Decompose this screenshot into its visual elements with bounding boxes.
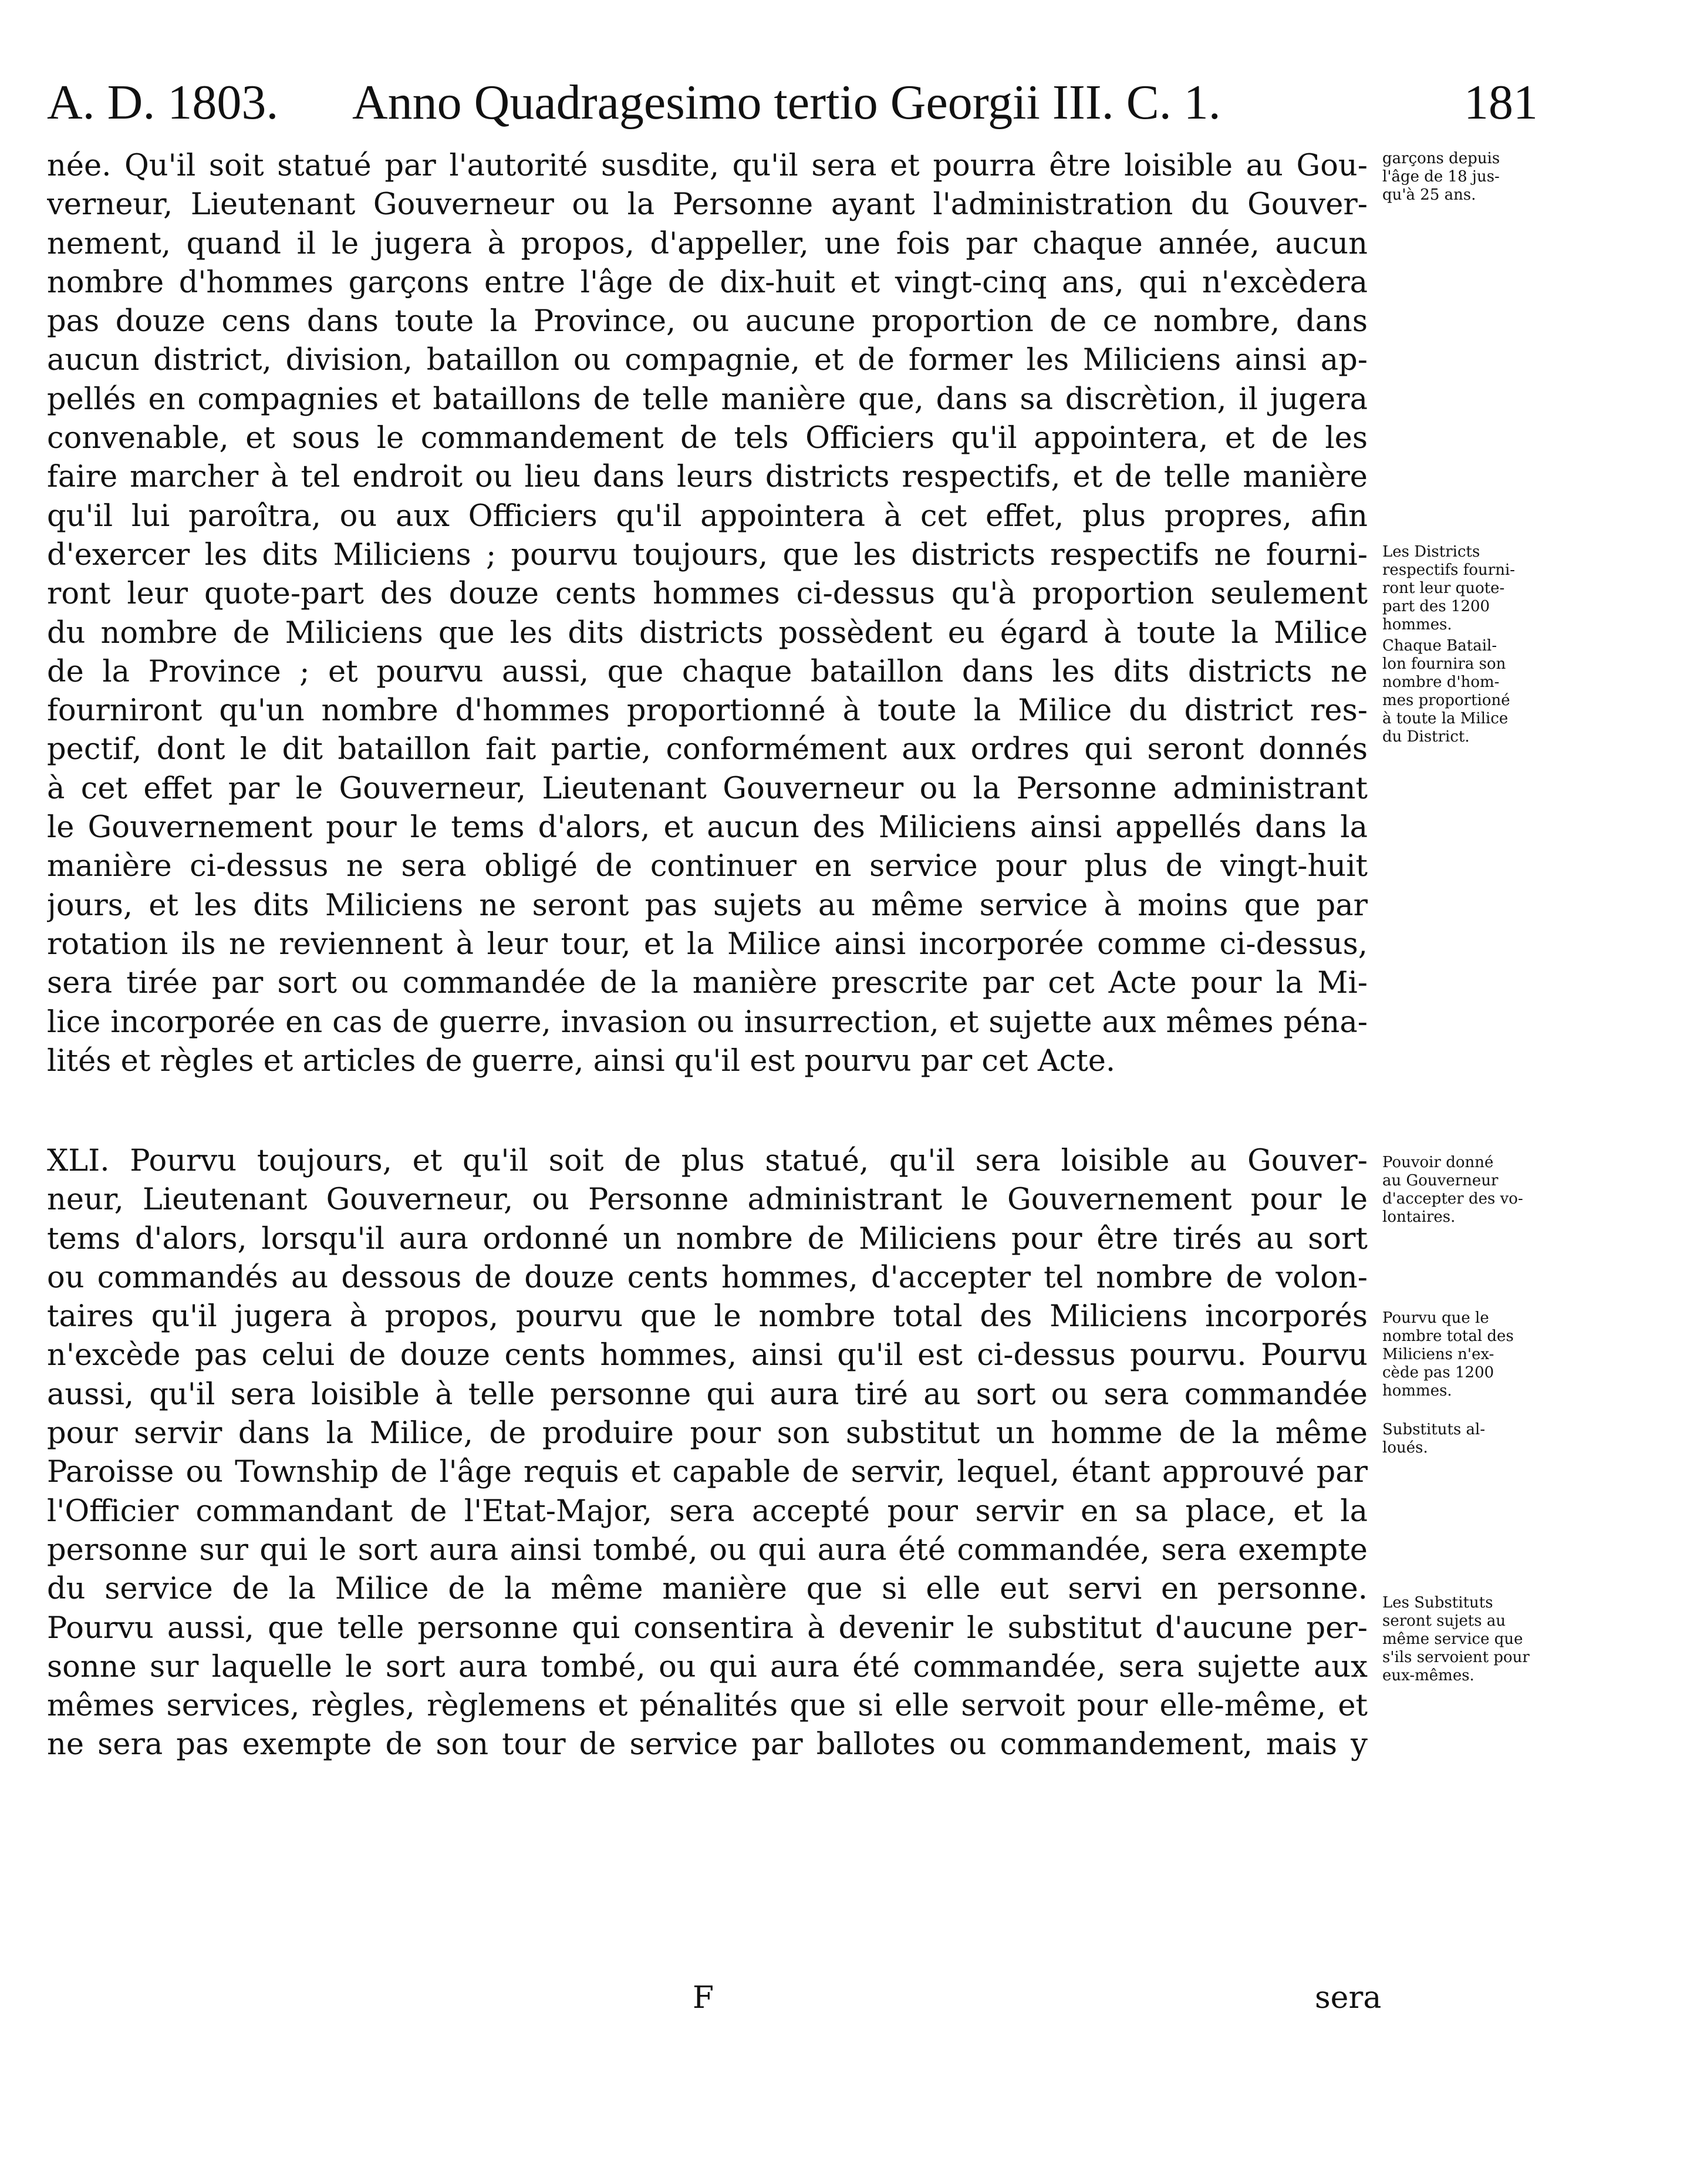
text-line: lice incorporée en cas de guerre, invasion ou insurrection, et sujette aux mêmes péna-	[47, 1005, 1368, 1040]
margin-note-line: garçons depuis	[1382, 150, 1500, 167]
text-line: n'excède pas celui de douze cents hommes, ainsi qu'il est ci-dessus pourvu. Pourvu	[47, 1338, 1368, 1373]
text-line: à cet effet par le Gouverneur, Lieutenant Gouverneur ou la Personne administrant	[47, 771, 1368, 806]
margin-note-line: Les Districts	[1382, 543, 1480, 561]
margin-note-line: eux-mêmes.	[1382, 1667, 1474, 1684]
margin-note-line: à toute la Milice	[1382, 710, 1509, 727]
margin-note-line: lon fournira son	[1382, 655, 1506, 673]
text-line: convenable, et sous le commandement de tels Officiers qu'il appointera, et de les	[47, 421, 1368, 456]
text-line: pectif, dont le dit bataillon fait partie, conformément aux ordres qui seront donnés	[47, 732, 1368, 767]
text-line: ront leur quote-part des douze cents hommes ci-dessus qu'à proportion seulement	[47, 577, 1368, 612]
text-line: nement, quand il le jugera à propos, d'appeller, une fois par chaque année, aucun	[47, 226, 1368, 261]
text-line: pour servir dans la Milice, de produire pour son substitut un homme de la même	[47, 1416, 1368, 1451]
text-line: tems d'alors, lorsqu'il aura ordonné un nombre de Miliciens pour être tirés au sort	[47, 1221, 1368, 1256]
margin-note-substitutes-allowed	[1382, 1421, 1553, 1457]
text-line: ou commandés au dessous de douze cents hommes, d'accepter tel nombre de volon-	[47, 1260, 1368, 1295]
text-line: XLI. Pourvu toujours, et qu'il soit de plus statué, qu'il sera loisible au Gouver-	[47, 1144, 1368, 1178]
margin-note-line: nombre total des	[1382, 1327, 1514, 1345]
margin-note-line: part des 1200	[1382, 598, 1490, 615]
page-number: 181	[1464, 75, 1538, 130]
text-line: aucun district, division, bataillon ou compagnie, et de former les Miliciens ainsi ap-	[47, 343, 1368, 378]
margin-note-line: ront leur quote-	[1382, 579, 1505, 597]
margin-note-line: s'ils servoient pour	[1382, 1649, 1530, 1666]
margin-note-line: Pouvoir donné	[1382, 1154, 1494, 1171]
margin-note-line: respectifs fourni-	[1382, 561, 1516, 579]
running-header	[47, 70, 1538, 135]
margin-note-line: mes proportioné	[1382, 692, 1510, 709]
text-line: de la Province ; et pourvu aussi, que chaque bataillon dans les dits districts ne	[47, 654, 1368, 689]
margin-note-age-range	[1382, 150, 1553, 204]
text-line: rotation ils ne reviennent à leur tour, et la Milice ainsi incorporée comme ci-dessus,	[47, 926, 1368, 962]
text-line: du service de la Milice de la même manière que si elle eut servi en personne.	[47, 1572, 1368, 1607]
margin-note-line: Chaque Batail-	[1382, 637, 1497, 655]
margin-note-line: loués.	[1382, 1439, 1428, 1457]
margin-note-line: Pourvu que le	[1382, 1309, 1489, 1327]
catchword: sera	[1315, 1980, 1382, 2016]
margin-note-battalion-proportion	[1382, 637, 1553, 746]
margin-note-line: cède pas 1200	[1382, 1364, 1494, 1381]
header-title: Anno Quadragesimo tertio Georgii III. C. 1.	[352, 75, 1221, 130]
paragraph-2-section-xli	[47, 1142, 1368, 1765]
text-line: sonne sur laquelle le sort aura tombé, ou qui aura été commandée, sera sujette aux	[47, 1649, 1368, 1684]
text-line: née. Qu'il soit statué par l'autorité susdite, qu'il sera et pourra être loisible au Gou-	[47, 149, 1368, 183]
text-line: personne sur qui le sort aura ainsi tombé, ou qui aura été commandée, sera exempte	[47, 1532, 1368, 1568]
text-line: le Gouvernement pour le tems d'alors, et aucun des Miliciens ainsi appellés dans la	[47, 810, 1368, 845]
margin-note-district-quota	[1382, 543, 1553, 634]
text-line: d'exercer les dits Miliciens ; pourvu toujours, que les districts respectifs ne fourni-	[47, 537, 1368, 572]
text-line: jours, et les dits Miliciens ne seront pas sujets au même service à moins que par	[47, 888, 1368, 923]
header-year: A. D. 1803.	[47, 75, 279, 130]
margin-note-line: d'accepter des vo-	[1382, 1190, 1523, 1208]
margin-note-line: l'âge de 18 jus-	[1382, 168, 1500, 186]
text-line: verneur, Lieutenant Gouverneur ou la Personne ayant l'administration du Gouver-	[47, 187, 1368, 223]
text-line: Paroisse ou Township de l'âge requis et capable de servir, lequel, étant approuvé par	[47, 1455, 1368, 1490]
text-line: faire marcher à tel endroit ou lieu dans leurs districts respectifs, et de telle manière	[47, 460, 1368, 495]
margin-note-line: au Gouverneur	[1382, 1172, 1499, 1189]
margin-note-line: Miliciens n'ex-	[1382, 1346, 1494, 1363]
text-line: taires qu'il jugera à propos, pourvu que le nombre total des Miliciens incorporés	[47, 1299, 1368, 1334]
text-line: manière ci-dessus ne sera obligé de continuer en service pour plus de vingt-huit	[47, 849, 1368, 884]
signature-mark: F	[693, 1980, 714, 2016]
margin-note-line: seront sujets au	[1382, 1612, 1506, 1630]
text-line: Pourvu aussi, que telle personne qui consentira à devenir le substitut d'aucune per-	[47, 1610, 1368, 1646]
text-line: qu'il lui paroîtra, ou aux Officiers qu'il appointera à cet effet, plus propres, afin	[47, 498, 1368, 534]
margin-note-volunteers	[1382, 1154, 1553, 1226]
margin-note-line: qu'à 25 ans.	[1382, 186, 1476, 204]
margin-note-line: nombre d'hom-	[1382, 673, 1500, 691]
text-line: l'Officier commandant de l'Etat-Major, sera accepté pour servir en sa place, et la	[47, 1494, 1368, 1529]
text-line: sera tirée par sort ou commandée de la manière prescrite par cet Acte pour la Mi-	[47, 966, 1368, 1001]
margin-note-line: même service que	[1382, 1630, 1523, 1648]
margin-note-line: Les Substituts	[1382, 1594, 1493, 1612]
margin-note-line: du District.	[1382, 728, 1470, 746]
text-line: neur, Lieutenant Gouverneur, ou Personne administrant le Gouvernement pour le	[47, 1182, 1368, 1218]
margin-note-line: Substituts al-	[1382, 1421, 1486, 1438]
margin-note-line: lontaires.	[1382, 1208, 1456, 1226]
margin-note-line: hommes.	[1382, 616, 1452, 633]
margin-note-substitutes-liable	[1382, 1594, 1553, 1685]
paragraph-1	[47, 147, 1368, 1081]
text-line: pellés en compagnies et bataillons de telle manière que, dans sa discrètion, il jugera	[47, 382, 1368, 417]
text-line: du nombre de Miliciens que les dits districts possèdent eu égard à toute la Milice	[47, 615, 1368, 651]
text-line: fourniront qu'un nombre d'hommes proportionné à toute la Milice du district res-	[47, 693, 1368, 729]
margin-note-total-limit	[1382, 1309, 1553, 1400]
text-line: ne sera pas exempte de son tour de service par ballotes ou commandement, mais y	[47, 1727, 1368, 1762]
text-line: mêmes services, règles, règlemens et pénalités que si elle servoit pour elle-même, et	[47, 1688, 1368, 1724]
text-line: pas douze cens dans toute la Province, ou aucune proportion de ce nombre, dans	[47, 304, 1368, 339]
margin-note-line: hommes.	[1382, 1382, 1452, 1400]
text-line: lités et règles et articles de guerre, ainsi qu'il est pourvu par cet Acte.	[47, 1043, 1116, 1078]
text-line: aussi, qu'il sera loisible à telle personne qui aura tiré au sort ou sera commandée	[47, 1377, 1368, 1412]
text-line: nombre d'hommes garçons entre l'âge de dix-huit et vingt-cinq ans, qui n'excèdera	[47, 265, 1368, 300]
